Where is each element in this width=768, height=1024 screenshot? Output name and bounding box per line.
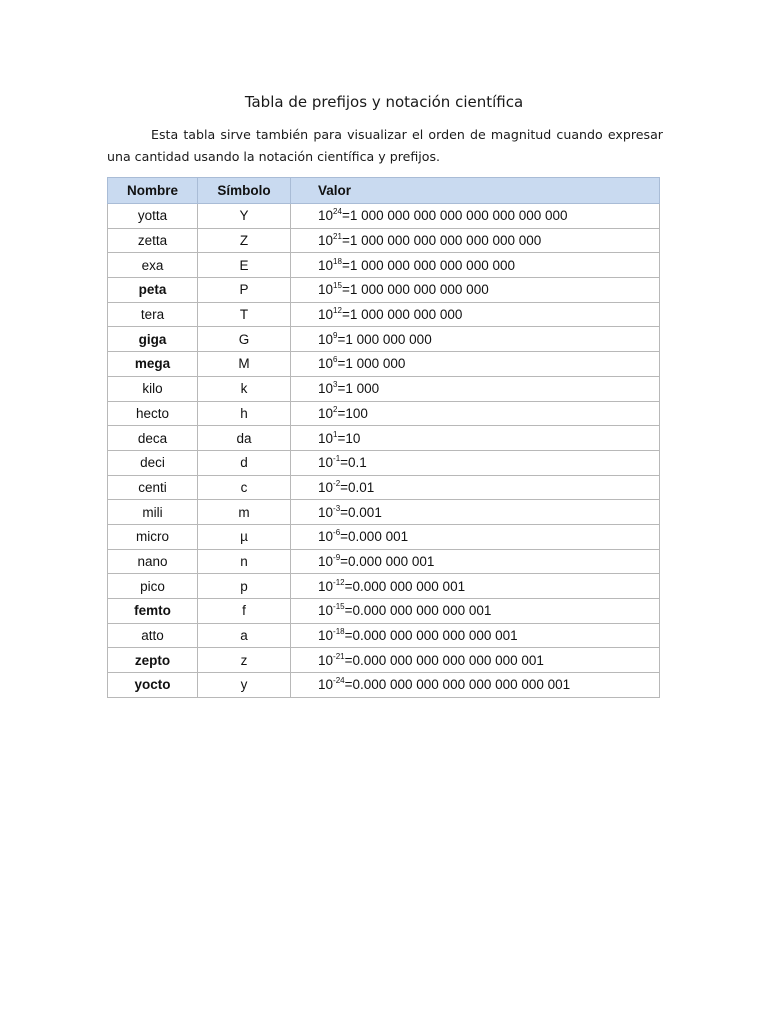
value-exponent: 2 bbox=[333, 404, 338, 414]
value-exponent: -12 bbox=[333, 577, 345, 587]
prefix-symbol: P bbox=[198, 278, 291, 303]
table-body bbox=[108, 204, 660, 698]
table-row bbox=[108, 648, 660, 673]
header-symbol: Símbolo bbox=[198, 178, 291, 204]
table-row bbox=[108, 228, 660, 253]
value-exponent: 18 bbox=[333, 256, 342, 266]
prefix-value bbox=[291, 327, 660, 352]
prefix-name: mega bbox=[108, 352, 198, 377]
prefix-symbol: E bbox=[198, 253, 291, 278]
value-expansion: =10 bbox=[337, 430, 361, 446]
value-expansion: =1 000 000 000 bbox=[337, 331, 432, 347]
value-expansion: =0.000 000 000 000 000 000 000 001 bbox=[344, 677, 571, 693]
prefix-symbol: µ bbox=[198, 524, 291, 549]
prefix-value bbox=[291, 524, 660, 549]
value-expansion: =1 000 000 000 000 000 bbox=[341, 282, 489, 298]
table-row bbox=[108, 302, 660, 327]
prefix-value bbox=[291, 302, 660, 327]
prefix-name: deci bbox=[108, 450, 198, 475]
value-exponent: 6 bbox=[333, 355, 338, 365]
prefix-symbol: Z bbox=[198, 228, 291, 253]
header-value: Valor bbox=[291, 178, 660, 204]
prefix-symbol: G bbox=[198, 327, 291, 352]
value-exponent: 24 bbox=[333, 207, 342, 217]
prefix-symbol: z bbox=[198, 648, 291, 673]
value-base: 10 bbox=[318, 455, 334, 471]
prefix-value bbox=[291, 673, 660, 698]
table-row bbox=[108, 450, 660, 475]
value-base: 10 bbox=[318, 208, 334, 224]
value-exponent: -21 bbox=[333, 651, 345, 661]
prefix-name: kilo bbox=[108, 376, 198, 401]
value-exponent: -9 bbox=[333, 552, 341, 562]
value-exponent: -6 bbox=[333, 528, 341, 538]
prefix-value bbox=[291, 549, 660, 574]
value-base: 10 bbox=[318, 307, 334, 323]
table-header bbox=[108, 178, 660, 204]
value-expansion: =1 000 000 000 000 bbox=[341, 307, 463, 323]
prefix-symbol: h bbox=[198, 401, 291, 426]
prefix-name: exa bbox=[108, 253, 198, 278]
value-base: 10 bbox=[318, 603, 334, 619]
prefix-symbol: f bbox=[198, 599, 291, 624]
prefix-value bbox=[291, 475, 660, 500]
value-base: 10 bbox=[318, 628, 334, 644]
prefix-name: tera bbox=[108, 302, 198, 327]
prefix-value bbox=[291, 648, 660, 673]
prefix-symbol: k bbox=[198, 376, 291, 401]
prefix-value bbox=[291, 450, 660, 475]
page-title: Tabla de prefijos y notación científica bbox=[244, 93, 524, 111]
table-row bbox=[108, 278, 660, 303]
table-row bbox=[108, 401, 660, 426]
prefix-name: femto bbox=[108, 599, 198, 624]
value-base: 10 bbox=[318, 677, 334, 693]
value-base: 10 bbox=[318, 405, 334, 421]
prefix-name: hecto bbox=[108, 401, 198, 426]
prefix-symbol: p bbox=[198, 574, 291, 599]
table-row bbox=[108, 204, 660, 229]
prefix-symbol: T bbox=[198, 302, 291, 327]
intro-paragraph: Esta tabla sirve también para visualizar el orden de magnitud cuando expresar una cantidad usando la notación científica y prefijos. bbox=[107, 127, 663, 164]
table-row bbox=[108, 599, 660, 624]
prefix-symbol: d bbox=[198, 450, 291, 475]
value-expansion: =0.000 000 001 bbox=[340, 553, 435, 569]
prefix-symbol: M bbox=[198, 352, 291, 377]
value-base: 10 bbox=[318, 430, 334, 446]
value-expansion: =1 000 000 000 000 000 000 bbox=[341, 257, 515, 273]
prefix-name: centi bbox=[108, 475, 198, 500]
value-base: 10 bbox=[318, 529, 334, 545]
value-expansion: =0.01 bbox=[340, 479, 375, 495]
prefix-name: zetta bbox=[108, 228, 198, 253]
value-base: 10 bbox=[318, 257, 334, 273]
table-row bbox=[108, 376, 660, 401]
value-expansion: =100 bbox=[337, 405, 368, 421]
value-expansion: =0.1 bbox=[340, 455, 367, 471]
value-base: 10 bbox=[318, 282, 334, 298]
value-expansion: =1 000 000 bbox=[337, 356, 406, 372]
table-row bbox=[108, 524, 660, 549]
prefix-value bbox=[291, 623, 660, 648]
value-exponent: -15 bbox=[333, 602, 345, 612]
value-expansion: =1 000 bbox=[337, 381, 380, 397]
table-row bbox=[108, 574, 660, 599]
value-base: 10 bbox=[318, 381, 334, 397]
prefix-name: yotta bbox=[108, 204, 198, 229]
value-exponent: 9 bbox=[333, 330, 338, 340]
prefix-value bbox=[291, 426, 660, 451]
prefix-name: deca bbox=[108, 426, 198, 451]
prefix-symbol: n bbox=[198, 549, 291, 574]
prefix-value bbox=[291, 376, 660, 401]
value-expansion: =0.000 000 000 001 bbox=[344, 578, 466, 594]
value-exponent: 3 bbox=[333, 380, 338, 390]
table-row bbox=[108, 253, 660, 278]
table-row bbox=[108, 327, 660, 352]
value-expansion: =0.000 000 000 000 000 001 bbox=[344, 628, 518, 644]
prefix-name: zepto bbox=[108, 648, 198, 673]
value-base: 10 bbox=[318, 504, 334, 520]
prefix-symbol: m bbox=[198, 500, 291, 525]
prefix-value bbox=[291, 253, 660, 278]
value-exponent: -18 bbox=[333, 627, 345, 637]
prefix-symbol: y bbox=[198, 673, 291, 698]
prefix-name: yocto bbox=[108, 673, 198, 698]
value-base: 10 bbox=[318, 578, 334, 594]
prefix-name: atto bbox=[108, 623, 198, 648]
prefix-value bbox=[291, 401, 660, 426]
value-base: 10 bbox=[318, 652, 334, 668]
prefix-symbol: a bbox=[198, 623, 291, 648]
prefix-name: micro bbox=[108, 524, 198, 549]
table-row bbox=[108, 500, 660, 525]
prefix-name: nano bbox=[108, 549, 198, 574]
prefix-table bbox=[107, 177, 660, 698]
prefix-symbol: da bbox=[198, 426, 291, 451]
prefix-value bbox=[291, 204, 660, 229]
prefix-symbol: c bbox=[198, 475, 291, 500]
value-base: 10 bbox=[318, 233, 334, 249]
header-name: Nombre bbox=[108, 178, 198, 204]
value-expansion: =0.000 000 000 000 000 000 001 bbox=[344, 652, 544, 668]
value-base: 10 bbox=[318, 479, 334, 495]
prefix-value bbox=[291, 599, 660, 624]
table-row bbox=[108, 426, 660, 451]
value-exponent: 1 bbox=[333, 429, 338, 439]
prefix-name: pico bbox=[108, 574, 198, 599]
prefix-name: peta bbox=[108, 278, 198, 303]
value-exponent: -3 bbox=[333, 503, 341, 513]
prefix-value bbox=[291, 574, 660, 599]
value-exponent: 21 bbox=[333, 232, 342, 242]
value-exponent: -24 bbox=[333, 676, 345, 686]
value-exponent: 15 bbox=[333, 281, 342, 291]
prefix-value bbox=[291, 278, 660, 303]
value-exponent: 12 bbox=[333, 306, 342, 316]
value-base: 10 bbox=[318, 553, 334, 569]
value-expansion: =0.000 001 bbox=[340, 529, 409, 545]
table-row bbox=[108, 352, 660, 377]
prefix-value bbox=[291, 228, 660, 253]
value-expansion: =1 000 000 000 000 000 000 000 bbox=[341, 233, 542, 249]
table-row bbox=[108, 549, 660, 574]
value-base: 10 bbox=[318, 356, 334, 372]
prefix-symbol: Y bbox=[198, 204, 291, 229]
prefix-name: giga bbox=[108, 327, 198, 352]
prefix-value bbox=[291, 500, 660, 525]
value-expansion: =0.001 bbox=[340, 504, 382, 520]
header-row bbox=[108, 178, 660, 204]
value-base: 10 bbox=[318, 331, 334, 347]
prefix-name: mili bbox=[108, 500, 198, 525]
table-row bbox=[108, 475, 660, 500]
value-expansion: =1 000 000 000 000 000 000 000 000 bbox=[341, 208, 568, 224]
value-exponent: -1 bbox=[333, 454, 341, 464]
table-row bbox=[108, 623, 660, 648]
prefix-value bbox=[291, 352, 660, 377]
value-expansion: =0.000 000 000 000 001 bbox=[344, 603, 492, 619]
table-row bbox=[108, 673, 660, 698]
value-exponent: -2 bbox=[333, 478, 341, 488]
